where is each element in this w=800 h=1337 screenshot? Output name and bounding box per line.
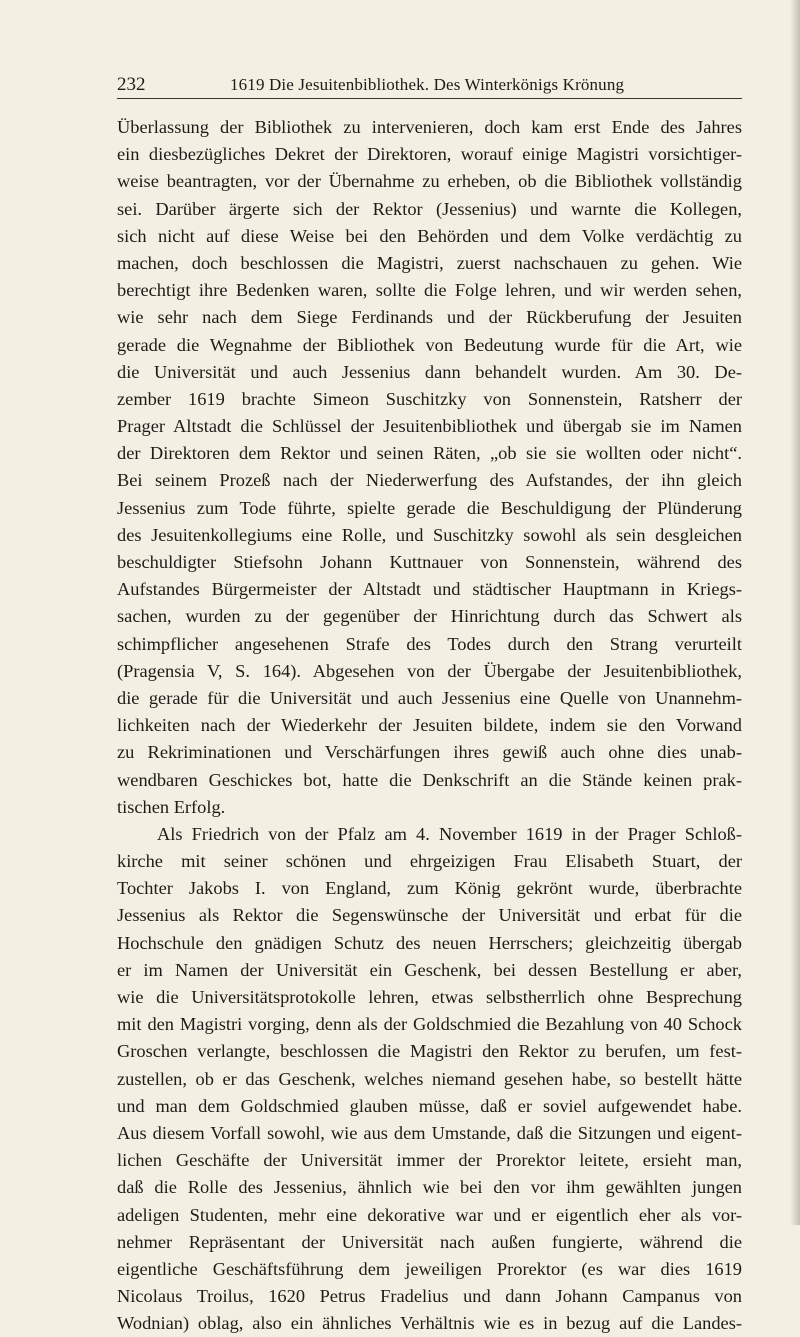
- text-line: sich nicht auf diese Weise bei den Behörden und dem Volke verdächtig zu: [117, 225, 742, 246]
- text-line: berechtigt ihre Bedenken waren, sollte die Folge lehren, und wir werden sehen,: [117, 280, 742, 301]
- text-line: Aus diesem Vorfall sowohl, wie aus dem Umstande, daß die Sitzungen und eigent-: [117, 1122, 742, 1143]
- text-line: zember 1619 brachte Simeon Suschitzky von Sonnenstein, Ratsherr der: [117, 388, 742, 409]
- paragraph-end-line: tischen Erfolg.: [117, 796, 226, 817]
- text-line: lichkeiten nach der Wiederkehr der Jesuiten bildete, indem sie den Vorwand: [117, 715, 742, 736]
- text-line: Bei seinem Prozeß nach der Niederwerfung des Aufstandes, der ihn gleich: [117, 470, 742, 491]
- text-line: zu Rekriminationen und Verschärfungen ihres gewiß auch ohne dies unab-: [117, 742, 742, 763]
- text-line: gerade die Wegnahme der Bibliothek von Bedeutung wurde für die Art, wie: [117, 334, 742, 355]
- text-line: Jessenius zum Tode führte, spielte gerade die Beschuldigung der Plünderung: [117, 497, 742, 518]
- text-line: Groschen verlangte, beschlossen die Magistri den Rektor zu berufen, um fest-: [117, 1041, 742, 1062]
- text-line: weise beantragten, vor der Übernahme zu erheben, ob die Bibliothek vollständig: [117, 171, 742, 192]
- text-line: der Direktoren dem Rektor und seinen Räten, „ob sie sie wollten oder nicht“.: [117, 443, 742, 464]
- text-line: (Pragensia V, S. 164). Abgesehen von der Übergabe der Jesuitenbibliothek,: [117, 660, 742, 681]
- body-text: [117, 114, 742, 1337]
- text-line: lichen Geschäfte der Universität immer der Prorektor leitete, ersieht man,: [117, 1150, 742, 1171]
- running-title: 1619 Die Jesuitenbibliothek. Des Winterkönigs Krönung: [230, 75, 625, 94]
- text-line: beschuldigter Stiefsohn Johann Kuttnauer von Sonnenstein, während des: [117, 552, 742, 572]
- text-line: Hochschule den gnädigen Schutz des neuen Herrschers; gleichzeitig übergab: [117, 932, 742, 953]
- text-line: die gerade für die Universität und auch Jessenius eine Quelle von Unannehm-: [117, 687, 742, 708]
- page-edge-shadow: [790, 0, 800, 1225]
- text-line: daß die Rolle des Jessenius, ähnlich wie bei den vor ihm gewählten jungen: [117, 1177, 742, 1198]
- text-line: nehmer Repräsentant der Universität nach außen fungierte, während die: [117, 1231, 742, 1252]
- text-line: und man dem Goldschmied glauben müsse, daß er soviel aufgewendet habe.: [117, 1095, 742, 1116]
- text-line: kirche mit seiner schönen und ehrgeizigen Frau Elisabeth Stuart, der: [117, 851, 742, 872]
- page-number: 232: [117, 74, 146, 95]
- text-line: Nicolaus Troilus, 1620 Petrus Fradelius und dann Johann Campanus von: [117, 1286, 742, 1307]
- text-line: ein diesbezügliches Dekret der Direktoren, worauf einige Magistri vorsichtiger-: [117, 144, 742, 165]
- text-line: machen, doch beschlossen die Magistri, zuerst nachschauen zu gehen. Wie: [117, 252, 742, 273]
- text-line: Jessenius als Rektor die Segenswünsche der Universität und erbat für die: [117, 905, 742, 926]
- text-line: Überlassung der Bibliothek zu intervenieren, doch kam erst Ende des Jahres: [117, 117, 742, 137]
- text-line: Wodnian) oblag, also ein ähnliches Verhältnis wie es in bezug auf die Landes-: [117, 1313, 742, 1334]
- text-line: sachen, wurden zu der gegenüber der Hinrichtung durch das Schwert als: [117, 606, 742, 627]
- running-header: [117, 72, 742, 99]
- text-line: des Jesuitenkollegiums eine Rolle, und Suschitzky sowohl als sein desgleichen: [117, 524, 742, 545]
- text-line: schimpflicher angesehenen Strafe des Todes durch den Strang verurteilt: [117, 633, 742, 654]
- text-line: zustellen, ob er das Geschenk, welches niemand gesehen habe, so bestellt hätte: [117, 1068, 742, 1089]
- text-line: Aufstandes Bürgermeister der Altstadt und städtischer Hauptmann in Kriegs-: [117, 579, 742, 600]
- text-line: sei. Darüber ärgerte sich der Rektor (Jessenius) und warnte die Kollegen,: [117, 198, 742, 219]
- text-line: mit den Magistri vorging, denn als der Goldschmied die Bezahlung von 40 Schock: [117, 1014, 742, 1035]
- text-line: Tochter Jakobs I. von England, zum König gekrönt wurde, überbrachte: [117, 878, 742, 899]
- paragraph-start-line: Als Friedrich von der Pfalz am 4. November 1619 in der Prager Schloß-: [157, 823, 742, 844]
- text-line: wendbaren Geschickes bot, hatte die Denkschrift an die Stände keinen prak-: [117, 769, 742, 790]
- text-line: wie sehr nach dem Siege Ferdinands und der Rückberufung der Jesuiten: [117, 307, 742, 328]
- text-line: adeligen Studenten, mehr eine dekorative war und er eigentlich eher als vor-: [117, 1204, 742, 1225]
- text-line: wie die Universitätsprotokolle lehren, etwas selbstherrlich ohne Besprechung: [117, 987, 742, 1007]
- text-line: eigentliche Geschäftsführung dem jeweiligen Prorektor (es war dies 1619: [117, 1258, 742, 1279]
- text-line: die Universität und auch Jessenius dann behandelt wurden. Am 30. De-: [117, 361, 742, 382]
- text-line: er im Namen der Universität ein Geschenk, bei dessen Bestellung er aber,: [117, 959, 742, 980]
- text-line: Prager Altstadt die Schlüssel der Jesuitenbibliothek und übergab sie im Namen: [117, 416, 742, 437]
